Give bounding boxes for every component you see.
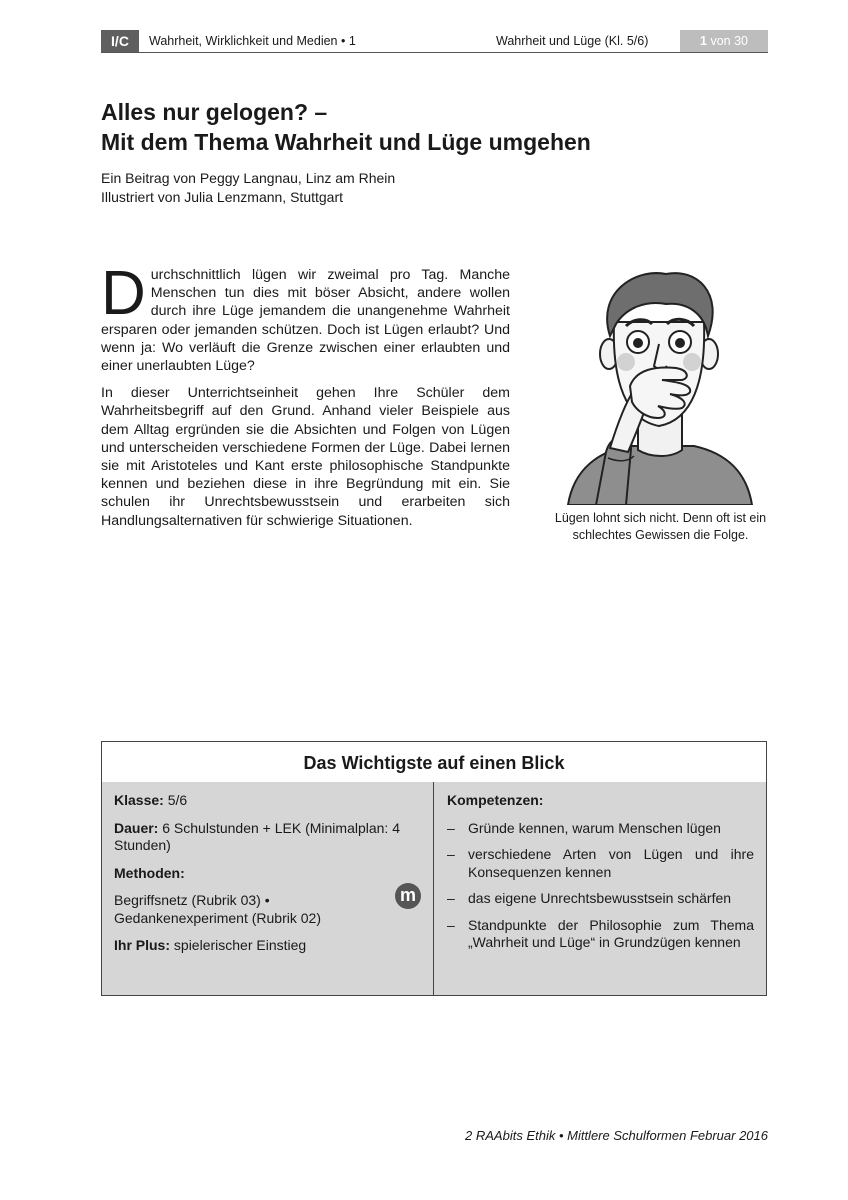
kompetenz-text: verschiedene Arten von Lügen und ihre Konsequenzen kennen <box>468 846 754 880</box>
figure-caption: Lügen lohnt sich nicht. Denn oft ist ein schlechtes Gewissen die Folge. <box>554 511 767 542</box>
kompetenz-item <box>447 917 754 952</box>
kompetenz-item <box>447 820 754 838</box>
dash-bullet: – <box>447 846 455 862</box>
overview-left-column <box>102 782 434 995</box>
drop-cap: D <box>101 259 146 328</box>
dash-bullet: – <box>447 890 455 906</box>
kompetenz-text: das eigene Unrechtsbewusstsein schärfen <box>468 890 732 906</box>
intro-paragraph-2: In dieser Unterrichtseinheit gehen Ihre Schüler dem Wahrheitsbegriff auf den Grund. Anhand vieler Beispiele aus dem Alltag ergründen sie die Absichten und Folgen von Lügen und unterscheiden verschiedene Formen der Lüge. Dabei lernen sie mit Aristoteles und Kant erste philosophische Standpunkte kennen und beziehen diese in ihre Begründung mit ein. Sie schulen ihr Unrechtsbewusstsein und erarbeiten sich Handlungsalternativen für schwierige Situationen. <box>101 385 510 529</box>
title-line-1: Alles nur gelogen? – <box>101 99 328 125</box>
unit-topic: Wahrheit und Lüge (Kl. 5/6) <box>496 34 649 48</box>
dash-bullet: – <box>447 916 455 933</box>
credits <box>101 169 395 207</box>
methoden-label <box>114 865 419 883</box>
dash-bullet: – <box>447 819 455 836</box>
page-indicator <box>680 30 768 52</box>
overview-box <box>101 741 767 996</box>
illustrator-line: Illustriert von Julia Lenzmann, Stuttgart <box>101 189 344 205</box>
media-m-icon: m <box>395 883 421 909</box>
kompetenz-text: Standpunkte der Philosophie zum Thema „Wahrheit und Lüge“ in Grundzügen kennen <box>468 916 754 950</box>
intro-paragraph-1 <box>101 259 510 375</box>
page-header <box>101 30 768 53</box>
kompetenz-item <box>447 846 754 881</box>
kompetenz-item <box>447 890 754 908</box>
dauer-label: Dauer: <box>114 819 159 836</box>
boy-covering-mouth-illustration <box>566 262 753 505</box>
methoden-label-text: Methoden: <box>114 864 185 881</box>
section-label: I/C <box>101 30 139 52</box>
series-title: Wahrheit, Wirklichkeit und Medien • 1 <box>149 34 356 48</box>
plus-row <box>114 937 419 955</box>
illustration-shocked-boy <box>566 262 753 505</box>
page-footer: 2 RAAbits Ethik • Mittlere Schulformen Februar 2016 <box>465 1128 768 1143</box>
title-line-2: Mit dem Thema Wahrheit und Lüge umgehen <box>101 129 591 155</box>
kompetenzen-label: Kompetenzen: <box>447 792 544 808</box>
klasse-label: Klasse: <box>114 792 164 808</box>
dauer-value: 6 Schulstunden + LEK (Minimalplan: 4 Stunden) <box>114 819 400 853</box>
page-title <box>101 97 781 157</box>
page-total: von 30 <box>710 34 748 48</box>
dauer-row <box>114 820 419 855</box>
author-line: Ein Beitrag von Peggy Langnau, Linz am Rhein <box>101 170 396 186</box>
intro-paragraph-1-text: urchschnittlich lügen wir zweimal pro Tag. Manche Menschen tun dies mit böser Absicht, andere wollen durch ihre Lüge jemandem die unangenehme Wahrheit ersparen oder jemanden schützen. Doch ist Lügen erlaubt? Und wenn ja: Wo verläuft die Grenze zwischen einer erlaubten und einer unerlaubten Lüge? <box>101 267 510 375</box>
intro-text <box>101 259 510 539</box>
overview-right-column <box>435 782 766 995</box>
methoden-value: Begriffsnetz (Rubrik 03) • Gedankenexperiment (Rubrik 02) <box>114 892 321 926</box>
klasse-value: 5/6 <box>167 792 188 808</box>
overview-title: Das Wichtigste auf einen Blick <box>102 742 766 783</box>
kompetenz-text: Gründe kennen, warum Menschen lügen <box>468 819 721 836</box>
klasse-row <box>114 792 419 810</box>
plus-label: Ihr Plus: <box>114 937 171 953</box>
page-number: 1 <box>700 34 707 48</box>
overview-columns <box>102 782 766 995</box>
plus-value: spielerischer Einstieg <box>173 937 307 953</box>
